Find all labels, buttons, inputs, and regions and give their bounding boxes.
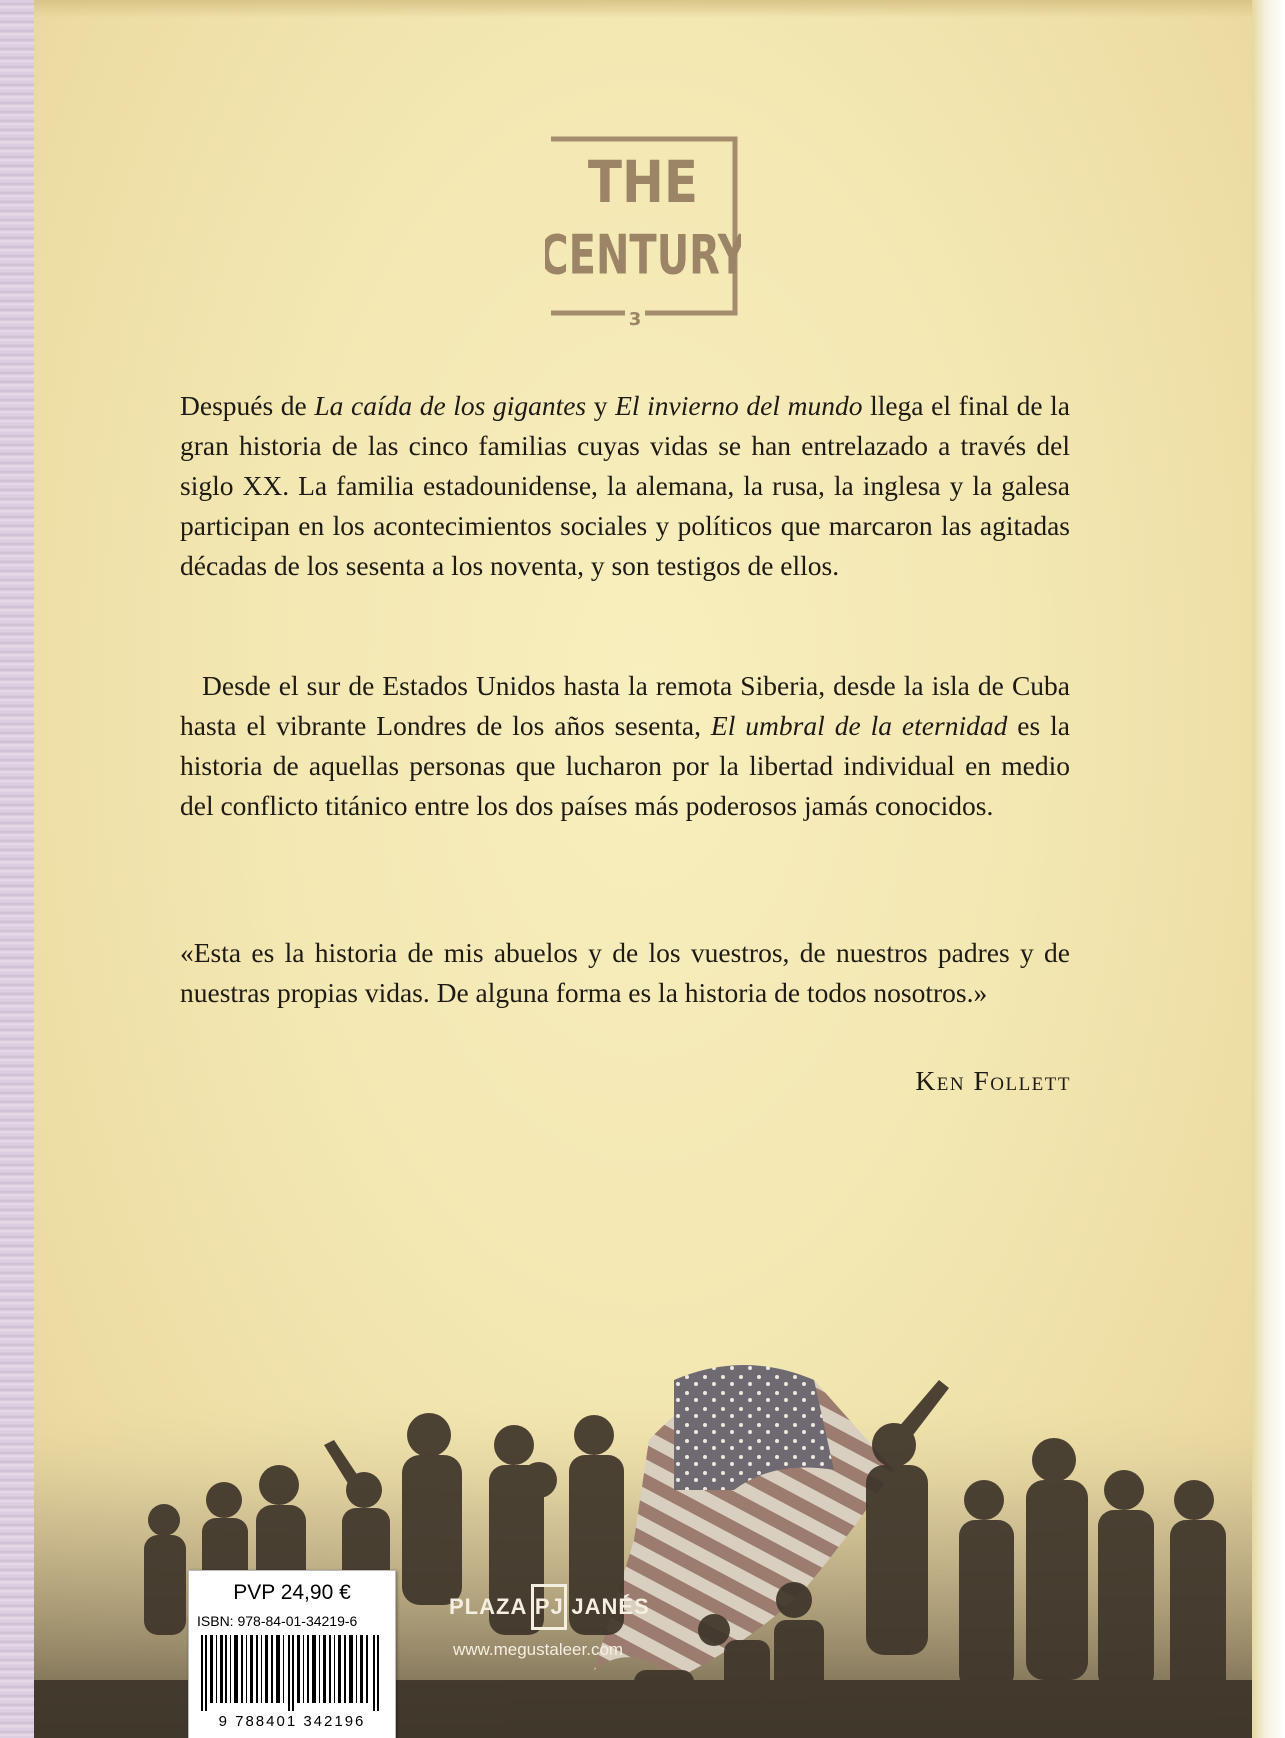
publisher-logo — [449, 1582, 650, 1632]
barcode-digits: 9 788401 342196 — [218, 1713, 366, 1730]
logo-volume-number: 3 — [628, 309, 642, 330]
publisher-name-left: PLAZA — [449, 1594, 528, 1619]
logo-line-the: THE — [587, 148, 699, 216]
the-century-logo — [545, 133, 741, 343]
blurb-paragraph-1 — [180, 386, 1070, 586]
price-barcode-sticker — [188, 1570, 396, 1738]
book-side-edge — [0, 0, 34, 1738]
logo-frame — [545, 133, 741, 343]
author-quote — [180, 933, 1070, 1013]
blurb-p2-text-a: Desde el sur de Estados Unidos hasta la remota Siberia, desde la isla de Cuba hasta el vibrante Londres de los años sesenta, — [180, 670, 1070, 741]
blurb-p1-text-b: y — [586, 390, 616, 421]
book-title-caida: La caída de los gigantes — [314, 390, 587, 421]
author-name: Ken Follett — [915, 1065, 1071, 1096]
logo-line-century: CENTURY — [545, 224, 741, 288]
blurb-p1-text-c: llega el final de la gran historia de las cinco familias cuyas vidas se han entrelazado a través del siglo XX. La familia estadounidense, la alemana, la rusa, la inglesa y la galesa participan en los acontecimientos sociales y políticos que marcaron las agitadas décadas de los sesenta a los noventa, y son testigos de ellos. — [180, 390, 1070, 581]
publisher-name-right: JANÉS — [571, 1594, 650, 1619]
book-back-cover — [34, 0, 1252, 1738]
blurb-paragraph-2 — [180, 666, 1070, 826]
book-title-umbral: El umbral de la eternidad — [710, 710, 1008, 741]
page-edge-right — [1252, 0, 1285, 1738]
isbn-number: ISBN: 978-84-01-34219-6 — [197, 1613, 358, 1629]
blurb-p2-text-b: es la historia de aquellas personas que lucharon por la libertad individual en medio del conflicto titánico entre los dos países más poderosos jamás conocidos. — [180, 710, 1070, 821]
quote-text: «Esta es la historia de mis abuelos y de los vuestros, de nuestros padres y de nuestras propias vidas. De alguna forma es la historia de todos nosotros.» — [180, 937, 1070, 1008]
retail-price: PVP 24,90 € — [233, 1581, 351, 1604]
publisher-website[interactable]: www.megustaleer.com — [453, 1640, 624, 1659]
barcode — [197, 1635, 387, 1711]
book-title-invierno: El invierno del mundo — [615, 390, 863, 421]
blurb-p1-text-a: Después de — [180, 390, 315, 421]
publisher-mark: PJ — [531, 1584, 567, 1630]
